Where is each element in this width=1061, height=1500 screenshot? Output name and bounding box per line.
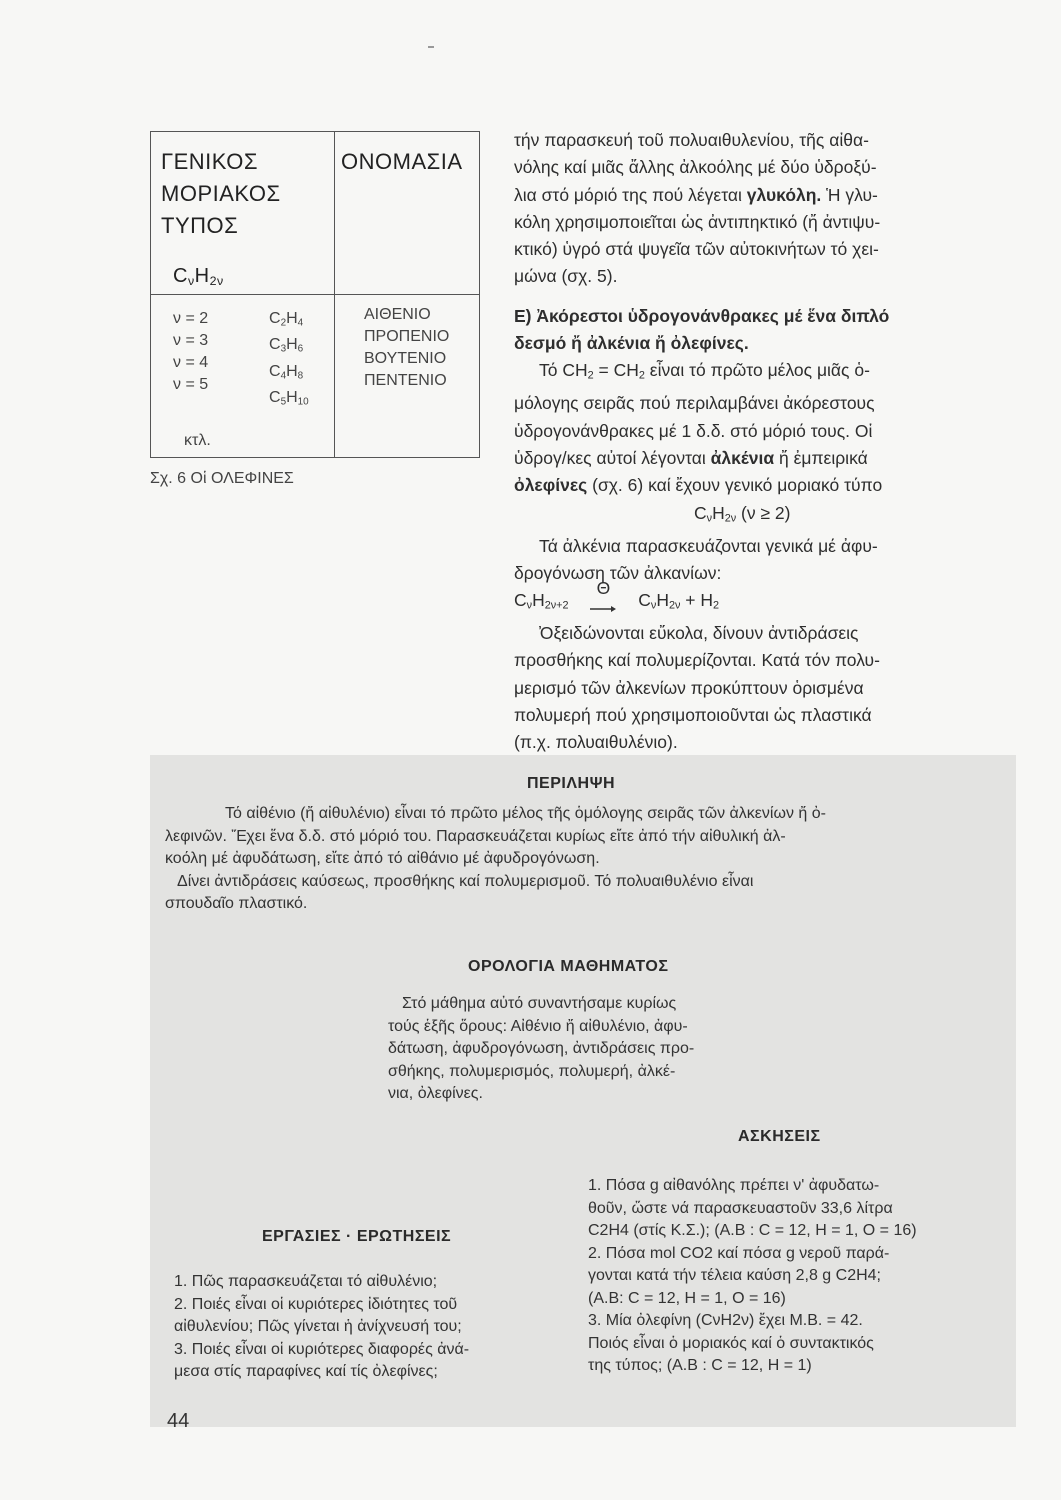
text-line: ὑδρογονάνθρακες μέ 1 δ.δ. στό μόριό τους. Οἱ	[514, 420, 873, 441]
text-line: Δίνει ἀντιδράσεις καύσεως, προσθήκης καί πολυμερισμοῦ. Τό πολυαιθυλένιο εἶναι	[177, 872, 754, 890]
text-line: Στό μάθημα αὐτό συναντήσαμε κυρίως	[402, 995, 677, 1012]
text-line: ὀλεφίνες (σχ. 6) καί ἔχουν γενικό μοριακό τύπο	[514, 475, 883, 496]
paragraph-glycol	[514, 127, 994, 291]
text-line: λια στό μόριό της πού λέγεται γλυκόλη. Ἡ γλυ-	[514, 184, 878, 205]
table-etc: κτλ.	[184, 432, 211, 449]
text-line: Τά ἀλκένια παρασκευάζονται γενικά μέ ἀφυ-	[539, 535, 878, 556]
table-formula-column	[269, 308, 309, 414]
text-line: μεσα στίς παραφίνες καί τίς ὀλεφίνες;	[174, 1363, 438, 1380]
formula-c: C	[173, 265, 188, 287]
table-cell: $C_5H_{10}$	[269, 389, 309, 408]
text-line: (π.χ. πολυαιθυλένιο).	[514, 732, 678, 753]
text-line: θοῦν, ὥστε νά παρασκευαστοῦν 33,6 λίτρα	[588, 1199, 893, 1217]
table-cell: ΠΕΝΤΕΝΙΟ	[364, 372, 447, 389]
formula-sub: ν	[187, 274, 195, 289]
table-cell: $C_3H_6$	[269, 336, 304, 355]
questions-text	[174, 1271, 584, 1384]
header-line: ΜΟΡΙΑΚΟΣ	[161, 181, 281, 206]
text-line: μώνα (σχ. 5).	[514, 266, 618, 287]
text-line: μερισμό τῶν ἀλκενίων προκύπτουν ὁρισμένα	[514, 677, 864, 698]
figure-caption: Σχ. 6 Οἱ ΟΛΕΦΙΝΕΣ	[150, 470, 294, 487]
text-line: 2. Πόσα mol CO2 καί πόσα g νεροῦ παρά-	[588, 1244, 890, 1262]
table-cell: ν = 5	[173, 376, 209, 393]
text-line: κόλη χρησιμοποιεῖται ὡς ἀντιπηκτικό (ἤ ἀντιψυ-	[514, 211, 881, 232]
general-formula	[173, 260, 224, 297]
header-line: ΤΥΠΟΣ	[161, 213, 239, 238]
table-cell: $C_2H_4$	[269, 310, 304, 329]
terminology-title: ΟΡΟΛΟΓΙΑ ΜΑΘΗΜΑΤΟΣ	[468, 958, 669, 975]
text-line: γονται κατά τήν τέλεια καύση 2,8 g C2H4;	[588, 1267, 881, 1284]
terminology-text	[388, 993, 788, 1106]
text-line: Ε) Ἀκόρεστοι ὑδρογονάνθρακες μέ ἕνα διπλό	[514, 305, 890, 326]
text-line: C2H4 (στίς Κ.Σ.); (Α.Β : C = 12, H = 1, O = 16)	[588, 1222, 917, 1239]
text-line: σθήκης, πολυμερισμός, πολυμερή, ἀλκέ-	[388, 1062, 676, 1080]
paragraph-preparation	[514, 533, 994, 621]
general-formula-line: $C_\nu H_{2\nu}$ (ν ≥ 2)	[694, 502, 791, 525]
summary-text	[165, 803, 1005, 916]
text-line: Τό αἰθένιο (ἤ αἰθυλένιο) εἶναι τό πρῶτο μέλος τῆς ὁμόλογης σειρᾶς τῶν ἀλκενίων ἤ ὀ-	[225, 805, 826, 822]
text-line: νια, ὀλεφίνες.	[388, 1085, 483, 1102]
reaction-arrow: Θ	[573, 587, 633, 614]
text-line: Ὀξειδώνονται εὔκολα, δίνουν ἀντιδράσεις	[539, 623, 859, 644]
table-cell: ΒΟΥΤΕΝΙΟ	[364, 350, 447, 367]
text-line: τήν παρασκευή τοῦ πολυαιθυλενίου, τῆς αἰθα-	[514, 130, 869, 150]
table-cell: ν = 4	[173, 354, 209, 371]
table-header-right: ΟΝΟΜΑΣΙΑ	[341, 149, 463, 174]
formula-sub: 2ν	[209, 274, 224, 289]
top-mark	[428, 46, 434, 48]
text-line: κοόλη μέ ἀφυδάτωση, εἴτε ἀπό τό αἰθάνιο μέ ἀφυδρογόνωση.	[165, 850, 600, 867]
arrow-icon	[590, 605, 616, 613]
right-column	[514, 127, 994, 757]
olefins-table	[150, 131, 480, 458]
text-line: προσθήκης καί πολυμερίζονται. Κατά τόν πολυ-	[514, 650, 880, 671]
table-cell: ν = 2	[173, 310, 209, 327]
text-line: της τύπος; (Α.Β : C = 12, H = 1)	[588, 1357, 812, 1374]
text-line: μόλογης σειρᾶς πού περιλαμβάνει ἀκόρεστους	[514, 393, 875, 414]
text-line: 1. Πῶς παρασκευάζεται τό αἰθυλένιο;	[174, 1273, 438, 1290]
formula-h: H	[194, 265, 210, 287]
summary-title: ΠΕΡΙΛΗΨΗ	[527, 775, 616, 792]
text-line: λεφινῶν. Ἔχει ἕνα δ.δ. στό μόριό του. Παρασκευάζεται κυρίως εἴτε ἀπό τήν αἰθυλική ἀλ-	[165, 827, 786, 845]
text-line: Τό $CH_2 = CH_2$ εἶναι τό πρῶτο μέλος μιᾶς ὁ-	[539, 360, 870, 383]
text-line: 3. Μία ὀλεφίνη (CνH2ν) ἔχει Μ.Β. = 42.	[588, 1312, 863, 1329]
text-line: (Α.Β: C = 12, H = 1, O = 16)	[588, 1289, 786, 1307]
table-cell: ν = 3	[173, 332, 209, 349]
table-header-left	[161, 146, 281, 242]
text-line: δρογόνωση τῶν ἀλκανίων:	[514, 562, 722, 583]
table-cell: ΠΡΟΠΕΝΙΟ	[364, 328, 450, 345]
text-line: κτικό) ὑγρό στά ψυγεῖα τῶν αὐτοκινήτων τό χει-	[514, 239, 879, 260]
table-n-column	[173, 308, 208, 396]
text-line: δεσμό ἤ ἀλκένια ἤ ὀλεφίνες.	[514, 333, 749, 354]
page-number: 44	[167, 1410, 190, 1432]
table-name-column	[364, 304, 449, 392]
text-line: νόλης καί μιᾶς ἄλλης ἀλκοόλης μέ δύο ὑδροξύ-	[514, 157, 877, 178]
text-line: Ποιός εἶναι ὁ μοριακός καί ὁ συντακτικός	[588, 1334, 874, 1352]
text-line: πολυμερή πού χρησιμοποιοῦνται ὡς πλαστικά	[514, 705, 872, 726]
paragraph-reactions	[514, 620, 994, 756]
exercises-text	[588, 1175, 1008, 1378]
text-line: αἰθυλενίου; Πῶς γίνεται ἡ ἀνίχνευσή του;	[174, 1318, 462, 1335]
table-cell: ΑΙΘΕΝΙΟ	[364, 306, 431, 323]
text-line: τούς ἑξῆς ὅρους: Αἰθένιο ἤ αἰθυλένιο, ἀφυ-	[388, 1017, 688, 1035]
text-line: 1. Πόσα g αἰθανόλης πρέπει ν' ἀφυδατω-	[588, 1177, 880, 1194]
text-line: ὑδρογ/κες αὐτοί λέγονται ἀλκένια ἤ ἐμπειρικά	[514, 447, 868, 468]
exercises-title: ΑΣΚΗΣΕΙΣ	[738, 1128, 821, 1145]
text-line: 3. Ποιές εἶναι οἱ κυριότερες διαφορές ἀνά-	[174, 1340, 470, 1358]
table-cell: $C_4H_8$	[269, 362, 304, 382]
text-line: 2. Ποιές εἶναι οἱ κυριότερες ἰδιότητες τοῦ	[174, 1295, 458, 1313]
section-heading-alkenes	[514, 303, 994, 358]
text-line: δάτωση, ἀφυδρογόνωση, ἀντιδράσεις προ-	[388, 1040, 695, 1057]
header-line: ΓΕΝΙΚΟΣ	[161, 149, 258, 174]
reaction-equation: $C_\nu H_{2\nu+2}$ Θ $C_\nu H_{2\nu} + H_2$	[514, 587, 994, 620]
text-line: σπουδαῖο πλαστικό.	[165, 895, 308, 912]
paragraph-alkenes	[514, 357, 994, 532]
questions-title: ΕΡΓΑΣΙΕΣ · ΕΡΩΤΗΣΕΙΣ	[262, 1228, 452, 1245]
